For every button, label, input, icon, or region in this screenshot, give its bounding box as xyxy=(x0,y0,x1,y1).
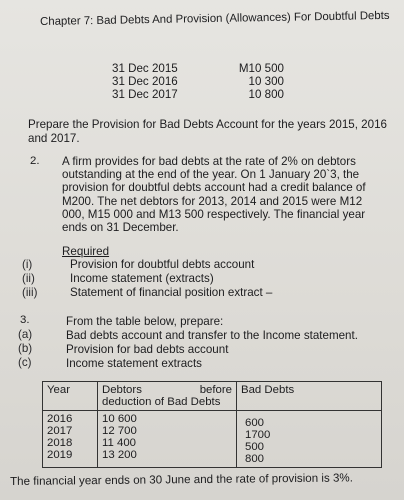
q2-item-label: (i) xyxy=(22,258,33,271)
q2-item-text: Statement of financial position extract – xyxy=(70,286,273,299)
year-column xyxy=(43,411,98,468)
year-cell: 2019 xyxy=(47,449,73,461)
table-header-row xyxy=(43,382,382,411)
table-row xyxy=(43,411,382,468)
debtors-cell: 10 600 xyxy=(102,413,137,425)
intro-date: 31 Dec 2017 xyxy=(112,88,178,101)
q3-item-label: (b) xyxy=(18,342,33,355)
chapter-header: Chapter 7: Bad Debts And Provision (Allowances) For Doubtful Debts xyxy=(40,9,390,28)
q3-intro: From the table below, prepare: xyxy=(66,315,224,328)
debtors-cell: 11 400 xyxy=(102,437,136,449)
header-debtors-label: Debtors xyxy=(102,384,142,396)
q2-item-text: Provision for doubtful debts account xyxy=(70,258,255,271)
q2-item-label: (ii) xyxy=(22,272,35,285)
footer-note: The financial year ends on 30 June and the rate of provision is 3%. xyxy=(10,471,353,488)
q1-instruction: Prepare the Provision for Bad Debts Account for the years 2015, 2016 and 2017. xyxy=(28,118,387,145)
intro-amount: 10 800 xyxy=(248,88,284,101)
year-cell: 2017 xyxy=(47,425,73,437)
debtors-cell: 12 700 xyxy=(102,425,137,437)
q3-item-label: (c) xyxy=(18,356,32,369)
debtors-cell: 13 200 xyxy=(102,449,137,461)
q3-item-text: Bad debts account and transfer to the Income statement. xyxy=(66,329,358,342)
header-year: Year xyxy=(43,382,98,411)
year-cell: 2018 xyxy=(47,437,73,449)
header-debtors xyxy=(98,382,237,411)
intro-date: 31 Dec 2016 xyxy=(112,75,178,88)
bad-debts-cell: 1700 xyxy=(245,429,271,441)
header-bad-debts: Bad Debts xyxy=(237,382,382,411)
bad-debts-column xyxy=(237,411,382,468)
q2-number: 2. xyxy=(30,155,40,167)
q2-required-label: Required xyxy=(62,245,110,258)
bad-debts-cell: 500 xyxy=(245,441,265,453)
header-debtors-sub: deduction of Bad Debts xyxy=(102,396,221,408)
bad-debts-table xyxy=(42,381,382,468)
q2-item-text: Income statement (extracts) xyxy=(70,272,214,285)
bad-debts-cell: 800 xyxy=(245,453,265,465)
q2-item-label: (iii) xyxy=(22,286,38,299)
year-cell: 2016 xyxy=(47,413,73,425)
debtors-column xyxy=(98,411,237,468)
q3-item-text: Income statement extracts xyxy=(66,357,202,370)
header-debtors-before: before xyxy=(199,384,232,396)
q2-text: A firm provides for bad debts at the rate of 2% on debtors outstanding at the end of the year. On 1 January 20`3, the provision for doubtful debts account had a credit balance of M200. The net debtors for 2013, 2014 and 2015 were M12 000, M15 000 and M13 500 respectively. The financial year ends on 31 December. xyxy=(62,155,366,235)
q3-item-label: (a) xyxy=(18,328,33,341)
intro-amount: 10 300 xyxy=(248,75,284,88)
intro-date: 31 Dec 2015 xyxy=(112,62,178,75)
bad-debts-cell: 600 xyxy=(245,417,265,429)
q3-item-text: Provision for bad debts account xyxy=(66,343,229,356)
q3-number: 3. xyxy=(20,314,30,326)
intro-amount: M10 500 xyxy=(238,62,284,75)
intro-amounts xyxy=(234,62,284,101)
intro-dates xyxy=(112,62,178,101)
